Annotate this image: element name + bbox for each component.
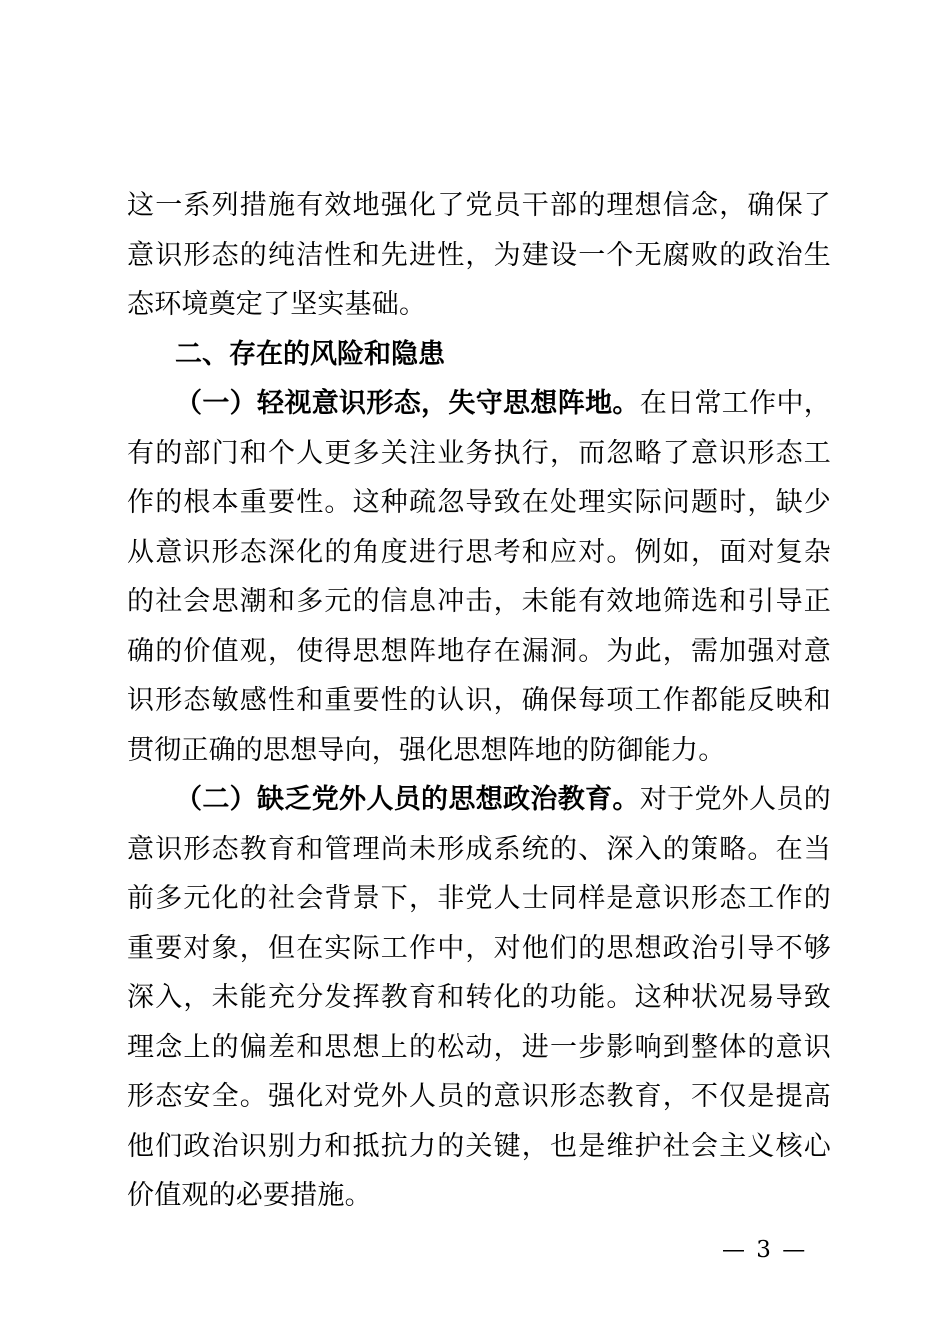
- paragraph-risk-2: [127, 775, 831, 1221]
- paragraph-risk-1: [127, 379, 831, 775]
- paragraph-risk-2-lead: （二）缺乏党外人员的思想政治教育。: [175, 784, 640, 815]
- paragraph-risk-1-body: 在日常工作中，有的部门和个人更多关注业务执行，而忽略了意识形态工作的根本重要性。这种疏忽导致在处理实际问题时，缺少从意识形态深化的角度进行思考和应对。例如，面对复杂的社会思潮和多元的信息冲击，未能有效地筛选和引导正确的价值观，使得思想阵地存在漏洞。为此，需加强对意识形态敏感性和重要性的认识，确保每项工作都能反映和贯彻正确的思想导向，强化思想阵地的防御能力。: [127, 388, 831, 766]
- page-number: — 3 —: [722, 1237, 808, 1263]
- paragraph-risk-1-lead: （一）轻视意识形态，失守思想阵地。: [175, 388, 640, 419]
- section-heading: 二、存在的风险和隐患: [175, 338, 445, 370]
- paragraph-continuation: 这一系列措施有效地强化了党员干部的理想信念，确保了意识形态的纯洁性和先进性，为建设一个无腐败的政治生态环境奠定了坚实基础。: [127, 190, 831, 320]
- document-body: [127, 181, 831, 1221]
- paragraph-risk-2-body: 对于党外人员的意识形态教育和管理尚未形成系统的、深入的策略。在当前多元化的社会背景下，非党人士同样是意识形态工作的重要对象，但在实际工作中，对他们的思想政治引导不够深入，未能充分发挥教育和转化的功能。这种状况易导致理念上的偏差和思想上的松动，进一步影响到整体的意识形态安全。强化对党外人员的意识形态教育，不仅是提高他们政治识别力和抵抗力的关键，也是维护社会主义核心价值观的必要措施。: [127, 784, 831, 1211]
